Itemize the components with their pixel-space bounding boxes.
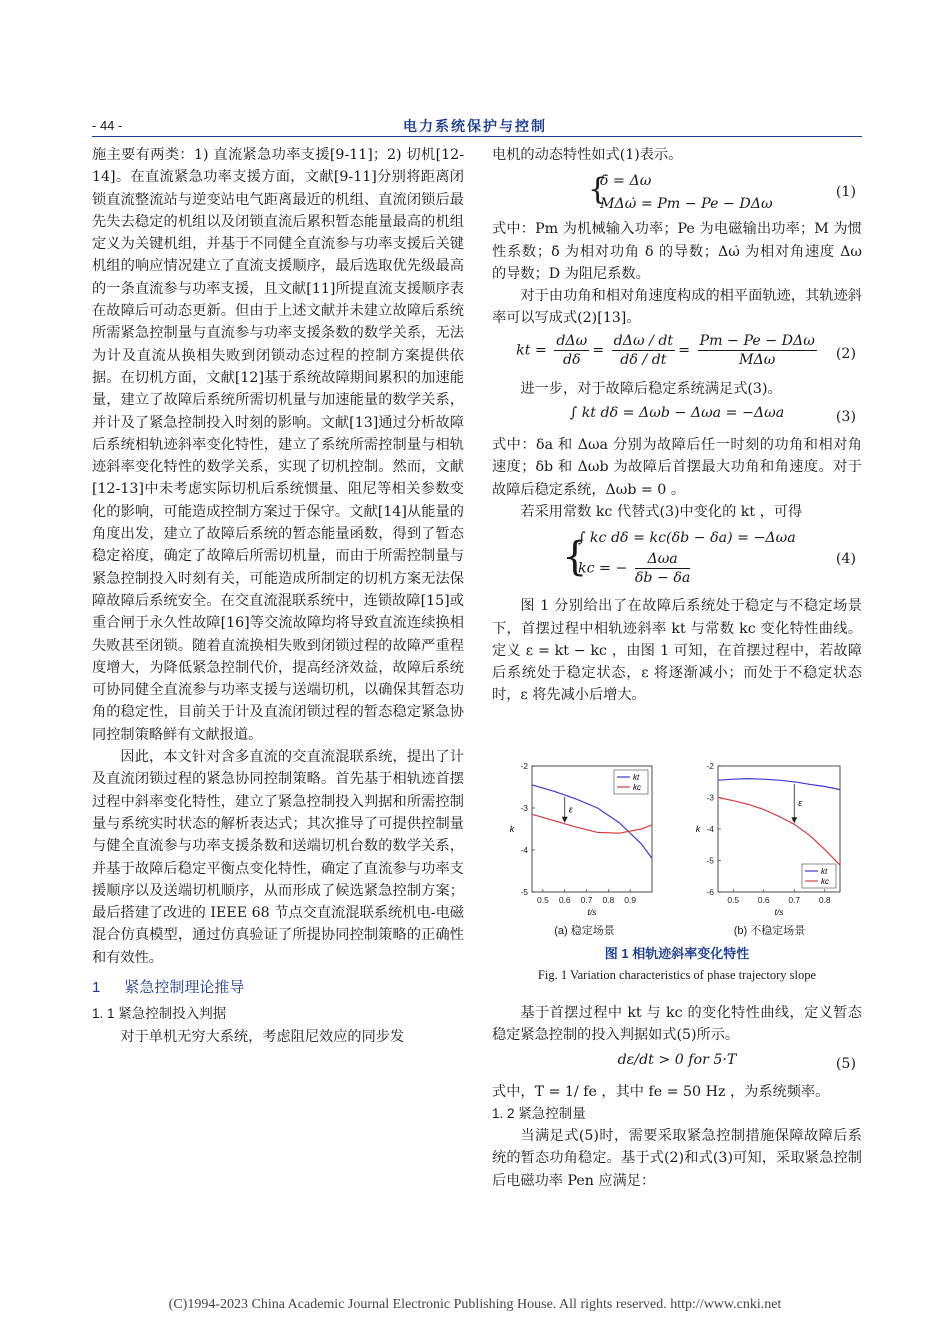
equation-2-number: (2) xyxy=(835,345,856,362)
page-number: - 44 - xyxy=(92,118,123,133)
y-tick-label-b-4: -6 xyxy=(706,887,714,897)
epsilon-label-a: ε xyxy=(568,804,573,815)
equation-4-line-1: ∫ kc dδ = kc(δb − δa) = −Δωa xyxy=(578,530,796,547)
epsilon-arrow-head-a xyxy=(562,817,568,823)
epsilon-label-b: ε xyxy=(798,798,803,809)
x-tick-label-b-3: 0.8 xyxy=(818,895,831,905)
section-1-title: 紧急控制理论推导 xyxy=(124,978,245,996)
right-paragraph-5: 式中：δa 和 Δωa 分别为故障后任一时刻的功角和相对角速度；δb 和 Δωb 为故障后首摆最大功角和角速度。对于故障后稳定系统，Δωb = 0 。 xyxy=(492,437,862,498)
right-paragraph-6: 若采用常数 kc 代替式(3)中变化的 kt ，可得 xyxy=(520,503,803,520)
right-paragraph-4: 进一步，对于故障后稳定系统满足式(3)。 xyxy=(520,380,782,397)
equation-4: { ∫ kc dδ = kc(δb − δa) = −Δωa kc = − $\frac{\text{Δωa}}{\delta b - \delta a}$ (4) xyxy=(492,525,862,593)
right-paragraph-9: 式中，T = 1/ fe ，其中 fe = 50 Hz ，为系统频率。 xyxy=(492,1083,830,1100)
equation-2-frac-3: $\frac{\text{Pm − Pe − DΔω}}{\text{MΔω}}$ xyxy=(699,332,815,368)
equation-2-lhs: kt = xyxy=(516,342,547,359)
right-paragraph-1: 电机的动态特性如式(1)表示。 xyxy=(492,147,683,163)
x-tick-label-a-4: 0.9 xyxy=(624,895,637,905)
equation-3 xyxy=(492,402,862,432)
epsilon-arrow-head-b xyxy=(791,817,797,823)
x-tick-label-a-0: 0.5 xyxy=(536,895,549,905)
right-paragraph-8: 基于首摆过程中 kt 与 kc 的变化特性曲线，定义暂态稳定紧急控制的投入判据如式(5)所示。 xyxy=(492,1005,862,1044)
series-kt-line-b xyxy=(718,779,840,790)
y-tick-label-a-1: -3 xyxy=(520,803,528,813)
left-paragraph-1: 施主要有两类：1) 直流紧急功率支援[9-11]；2) 切机[12-14]。在直流紧急功率支援方面，文献[9-11]分别将距离闭锁直流整流站与逆变站电气距离最近的机组、直流闭锁后最先失去稳定的机组以及闭锁直流后累积暂态能量最高的机组定义为关键机组，并基于不同健全直流参与功率支援后关键机组的响应情况建立了直流支援顺序，最后选取优先级最高的一条直流参与功率支援，且文献[11]所提直流支援顺序表在故障后可动态更新。但由于上述文献并未建立故障后系统所需紧急控制量与直流参与功率支援条数的数学关系，无法为计及直流从换相失败到闭锁动态过程的控制方案提供依据。在切机方面，文献[12]基于系统故障期间累积的加速能量，建立了故障后系统所需切机量与加速能量的数学关系，并计及了紧急控制投入时刻的影响。文献[13]通过分析故障后系统相轨迹斜率变化特性，建立了系统所需控制量与相轨迹斜率变化特性的数学关系，实现了切机控制。然而，文献[12-13]中未考虑实际切机后系统惯量、阻尼等相关参数变化的影响，可能造成控制方案过于保守。文献[14]从能量的角度出发，建立了故障后系统的暂态能量函数，得到了暂态稳定裕度，确定了故障后所需切机量，而由于所需控制量与紧急控制投入时刻有关，可能造成所制定的切机方案无法保障故障后系统安全。在交直流混联系统中，连锁故障[15]或重合闸于永久性故障[16]等交流故障均将导致直流连续换相失败甚至闭锁。随着直流换相失败到闭锁过程的故障严重程度增大，为降低紧急控制代价，提高经济效益，故障后系统可协同健全直流参与功率支援与送端切机，以确保其暂态功角的稳定性，目前关于计及直流闭锁过程的暂态稳定紧急协同控制策略鲜有文献报道。 xyxy=(92,147,464,743)
right-paragraph-10: 当满足式(5)时，需要采取紧急控制措施保障故障后系统的暂态功角稳定。基于式(2)和式(3)可知，采取紧急控制后电磁功率 Pen 应满足： xyxy=(492,1128,862,1189)
right-column-lower xyxy=(492,1002,862,1192)
section-1-heading xyxy=(92,977,464,999)
series-kt-line-a xyxy=(532,785,652,859)
header-rule xyxy=(92,136,862,137)
y-axis-label-b: k xyxy=(695,824,701,834)
equation-3-number: (3) xyxy=(835,408,856,425)
x-tick-label-a-1: 0.6 xyxy=(558,895,571,905)
legend-label-kc-b: kc xyxy=(821,877,829,886)
y-tick-label-a-2: -4 xyxy=(520,845,528,855)
equation-5 xyxy=(492,1049,862,1079)
figure-1b-panel xyxy=(696,761,840,917)
equation-2-frac-2: $\frac{\text{dΔω / dt}}{d\delta / dt}$ xyxy=(613,332,674,368)
equation-3-body: ∫ kt dδ = Δωb − Δωa = −Δωa xyxy=(569,405,785,422)
equation-5-number: (5) xyxy=(835,1055,856,1072)
equation-5-body: dε/dt > 0 for 5·T xyxy=(617,1051,737,1068)
journal-title: 电力系统保护与控制 xyxy=(403,119,547,135)
legend-label-kt-b: kt xyxy=(821,867,828,876)
figure-1a-caption: (a) 稳定场景 xyxy=(554,925,615,937)
subsection-1-1-heading: 1. 1 紧急控制投入判据 xyxy=(92,1006,227,1022)
figure-1a-panel xyxy=(510,761,652,917)
equation-1-number: (1) xyxy=(835,184,856,201)
y-tick-label-b-3: -5 xyxy=(706,855,714,866)
x-axis-label-b: t/s xyxy=(774,907,784,917)
equation-2-frac-1: $\frac{\text{dΔω}}{d\delta}$ xyxy=(556,332,588,368)
series-kc-line-b xyxy=(718,798,840,866)
legend-label-kc-a: kc xyxy=(633,783,641,792)
figure-1-caption-en: Fig. 1 Variation characteristics of phase trajectory slope xyxy=(537,968,817,982)
left-column xyxy=(92,144,464,1048)
y-tick-label-b-1: -3 xyxy=(706,792,714,803)
copyright-footer: (C)1994-2023 China Academic Journal Electronic Publishing House. All rights reserved. http://www.cnki.net xyxy=(168,1297,782,1312)
y-tick-label-a-0: -2 xyxy=(520,761,528,771)
figure-1-caption-zh: 图 1 相轨迹斜率变化特性 xyxy=(604,946,750,961)
x-tick-label-b-2: 0.7 xyxy=(788,895,801,905)
equation-1: { δ̇ = Δω MΔω̇ = Pm − Pe − DΔω (1) xyxy=(492,168,862,216)
series-kc-line-a xyxy=(532,814,652,833)
section-1-number: 1 xyxy=(92,978,101,996)
right-paragraph-7: 图 1 分别给出了在故障后系统处于稳定与不稳定场景下，首摆过程中相轨迹斜率 kt 与常数 kc 变化特性曲线。定义 ε = kt − kc ，由图 1 可知，在首摆过程中，若故障后系统处于稳定状态，ε 将逐渐减小；而处于不稳定状态时，ε 将先减小后增大。 xyxy=(492,598,862,704)
equation-4-number: (4) xyxy=(835,551,856,568)
equation-1-line-2: MΔω̇ = Pm − Pe − DΔω xyxy=(600,195,773,212)
y-tick-label-b-2: -4 xyxy=(706,824,714,834)
legend-box-b xyxy=(802,864,836,888)
x-tick-label-a-2: 0.7 xyxy=(580,895,593,905)
subsection-1-2-heading: 1. 2 紧急控制量 xyxy=(492,1105,586,1121)
left-paragraph-3: 对于单机无穷大系统，考虑阻尼效应的同步发 xyxy=(120,1028,405,1045)
x-tick-label-b-1: 0.6 xyxy=(757,895,770,905)
legend-box-a xyxy=(614,770,648,794)
right-paragraph-2: 式中：Pm 为机械输入功率；Pe 为电磁输出功率；M 为惯性系数；δ̇ 为相对功角 δ 的导数；Δω̇ 为相对角速度 Δω 的导数；D 为阻尼系数。 xyxy=(492,221,862,282)
equation-2: kt = $\frac{\text{dΔω}}{d\delta}$ = $\frac{\text{dΔω / dt}}{d\delta / dt}$ = $\frac{\text{Pm − Pe − DΔω}}{\text{MΔω}}$ (2) xyxy=(516,332,856,368)
x-tick-label-a-3: 0.8 xyxy=(602,895,615,905)
y-tick-label-b-0: -2 xyxy=(706,761,714,771)
right-paragraph-3: 对于由功角和相对角速度构成的相平面轨迹，其轨迹斜率可以写成式(2)[13]。 xyxy=(492,288,862,327)
y-axis-label-a: k xyxy=(509,824,515,834)
left-paragraph-2: 因此，本文针对含多直流的交直流混联系统，提出了计及直流闭锁过程的紧急协同控制策略。首先基于相轨迹首摆过程中斜率变化特性，建立了紧急控制投入判据和所需控制量与系统实时状态的解析表达式；其次推导了可提供控制量与健全直流参与功率支援条数和送端切机台数的数学关系，并基于故障后稳定平衡点变化特性，确定了直流参与功率支援顺序以及送端切机顺序，从而形成了候选紧急控制方案；最后搭建了改进的 IEEE 68 节点交直流混联系统机电-电磁混合仿真模型，通过仿真验证了所提协同控制策略的正确性和有效性。 xyxy=(92,749,464,966)
right-column xyxy=(492,144,862,707)
y-tick-label-a-3: -5 xyxy=(520,887,528,897)
x-tick-label-b-0: 0.5 xyxy=(727,895,740,905)
legend-label-kt-a: kt xyxy=(633,773,640,782)
figure-1 xyxy=(492,758,862,938)
figure-1b-caption: (b) 不稳定场景 xyxy=(733,925,806,937)
equation-4-line-2: kc = − $\frac{\text{Δωa}}{\delta b - \delta a}$ xyxy=(578,550,691,586)
x-axis-label-a: t/s xyxy=(587,907,597,917)
equation-1-line-1: δ̇ = Δω xyxy=(600,173,652,190)
